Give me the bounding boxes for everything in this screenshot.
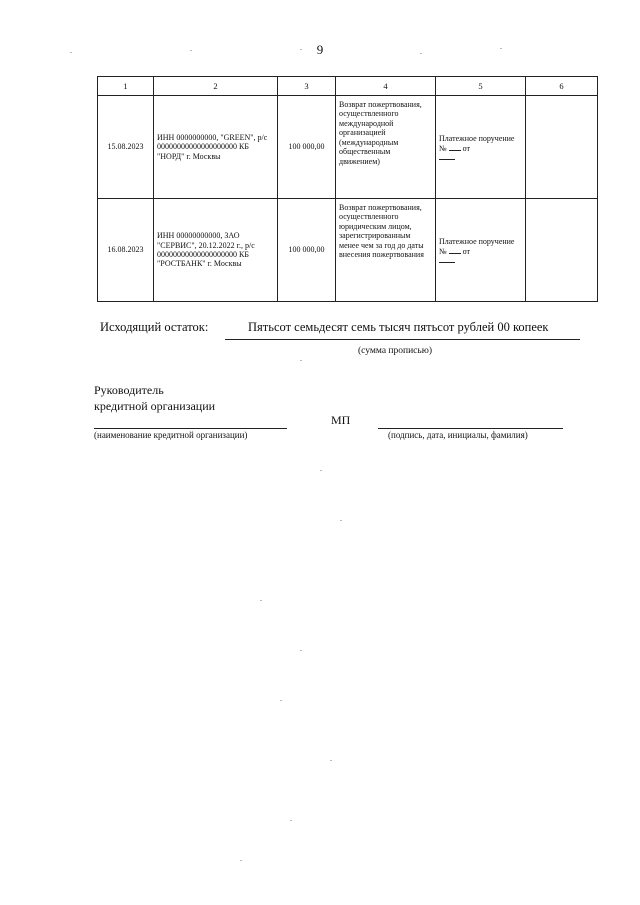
date-cell: 15.08.2023 xyxy=(98,96,154,199)
column-header: 6 xyxy=(526,77,598,96)
underline xyxy=(225,339,580,340)
column-header: 4 xyxy=(336,77,436,96)
blank-line xyxy=(439,256,455,263)
column-header: 1 xyxy=(98,77,154,96)
amount-cell: 100 000,00 xyxy=(278,96,336,199)
document-label: Платежное поручение № xyxy=(439,134,515,153)
signer-title xyxy=(94,383,215,414)
table-row xyxy=(98,96,598,199)
document-label: Платежное поручение № xyxy=(439,237,515,256)
document-suffix: от xyxy=(462,246,471,256)
table-row xyxy=(98,199,598,302)
closing-balance-caption: (сумма прописью) xyxy=(358,346,432,356)
document-cell xyxy=(436,96,526,199)
payer-cell: ИНН 0000000000, "GREEN", р/с 00000000000000000000 КБ "НОРД" г. Москвы xyxy=(154,96,278,199)
donations-table xyxy=(97,76,598,302)
underline xyxy=(378,428,563,429)
column-header: 3 xyxy=(278,77,336,96)
underline xyxy=(94,428,287,429)
payer-cell: ИНН 00000000000, ЗАО "СЕРВИС", 20.12.2022 г., р/с 00000000000000000000 КБ "РОСТБАНК" г. Москвы xyxy=(154,199,278,302)
column-header: 2 xyxy=(154,77,278,96)
blank-line xyxy=(439,153,455,160)
table-header-row xyxy=(98,77,598,96)
document-suffix: от xyxy=(462,143,471,153)
blank-line xyxy=(449,150,461,151)
amount-cell: 100 000,00 xyxy=(278,199,336,302)
organization-name-caption: (наименование кредитной организации) xyxy=(94,430,248,440)
basis-cell: Возврат пожертвования, осуществленного юридическим лицом, зарегистрированным менее чем за год до даты внесения пожертвования xyxy=(336,199,436,302)
column-header: 5 xyxy=(436,77,526,96)
note-cell xyxy=(526,199,598,302)
signature-caption: (подпись, дата, инициалы, фамилия) xyxy=(388,430,528,440)
blank-line xyxy=(449,253,461,254)
signer-title-line: Руководитель xyxy=(94,383,164,397)
signer-title-line: кредитной организации xyxy=(94,398,216,413)
closing-balance-value: Пятьсот семьдесят семь тысяч пятьсот рублей 00 копеек xyxy=(248,320,549,334)
page-number: 9 xyxy=(316,42,324,57)
basis-cell: Возврат пожертвования, осуществленного международной организацией (международным общественным движением) xyxy=(336,96,436,199)
date-cell: 16.08.2023 xyxy=(98,199,154,302)
closing-balance-label: Исходящий остаток: xyxy=(100,320,209,334)
stamp-placeholder: МП xyxy=(331,413,351,427)
note-cell xyxy=(526,96,598,199)
document-cell xyxy=(436,199,526,302)
